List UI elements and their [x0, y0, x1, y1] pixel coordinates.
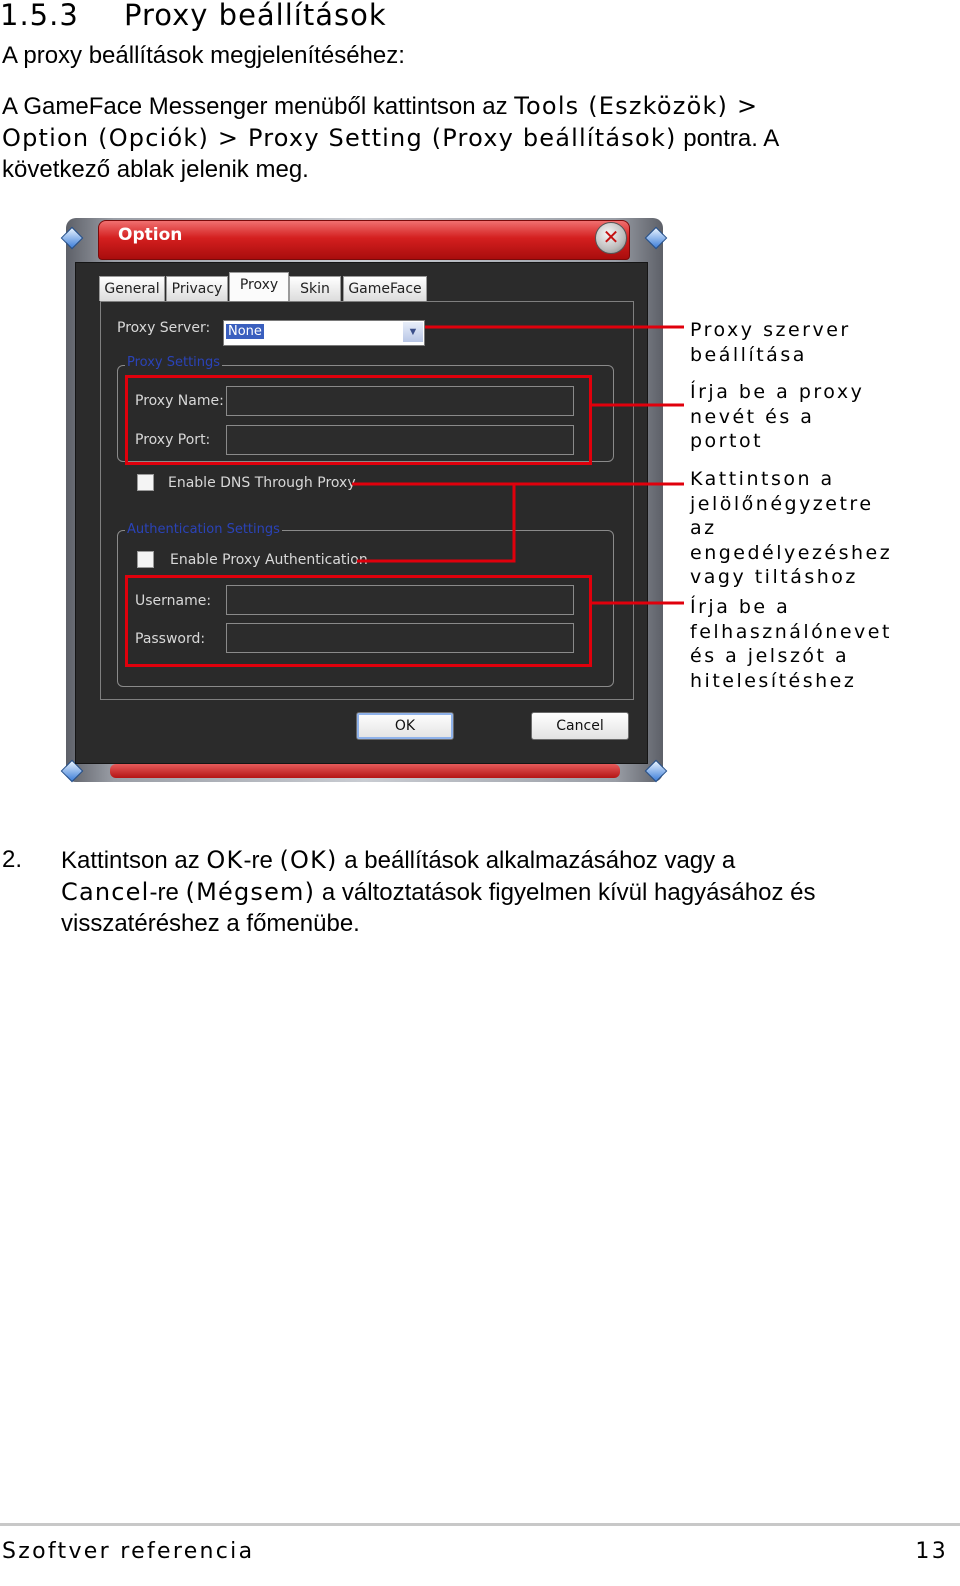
step1-menu-path-1: Tools (Eszközök) > [514, 92, 759, 120]
enable-dns-label: Enable DNS Through Proxy [168, 475, 356, 491]
intro-text: A proxy beállítások megjelenítéséhez: [2, 42, 405, 69]
step2-number: 2. [2, 846, 23, 873]
ok-button[interactable]: OK [356, 712, 454, 740]
section-number: 1.5.3 [0, 0, 79, 32]
cancel-button[interactable]: Cancel [531, 712, 629, 740]
enable-auth-label: Enable Proxy Authentication [170, 552, 368, 568]
callout-credentials [690, 595, 892, 693]
page-number: 13 [915, 1539, 948, 1564]
leader-line-checkbox-auth [357, 484, 514, 561]
step2-ok-term: OK [206, 846, 244, 874]
callout-line: Kattintson a [690, 468, 835, 490]
tab-privacy[interactable]: Privacy [166, 276, 228, 301]
callout-line: portot [690, 430, 764, 452]
step2-line2 [61, 876, 815, 909]
chevron-down-icon[interactable]: ▼ [403, 322, 423, 342]
step2-text: -re [149, 879, 186, 906]
callout-line: jelölőnégyzetre [690, 492, 874, 515]
step1-suffix: pontra. A [676, 125, 780, 152]
step1-menu-path-2: Option (Opciók) > Proxy Setting (Proxy beállítások) [2, 124, 677, 152]
username-label: Username: [135, 593, 212, 609]
step2-text: -re [243, 847, 280, 874]
step1-prefix: A GameFace Messenger menüből kattintson az [2, 93, 515, 120]
callout-line: Írja be a proxy [690, 381, 865, 403]
step2-line3: visszatéréshez a főmenübe. [61, 910, 360, 937]
callout-line: beállítása [690, 343, 807, 366]
footer-divider [0, 1523, 960, 1526]
step2-text: Kattintson az [61, 847, 207, 874]
footer-title: Szoftver referencia [2, 1539, 255, 1564]
tab-general[interactable]: General [99, 276, 165, 301]
callout-line: Írja be a [690, 596, 791, 618]
step2-text: a beállítások alkalmazásához vagy a [337, 847, 736, 874]
tab-skin[interactable]: Skin [289, 276, 341, 301]
callout-checkbox [690, 467, 892, 590]
auth-settings-group-label: Authentication Settings [127, 522, 280, 537]
close-icon[interactable]: ✕ [595, 222, 627, 254]
callout-proxy-name-port [690, 380, 864, 454]
callout-line: vagy tiltáshoz [690, 566, 858, 588]
proxy-port-label: Proxy Port: [135, 432, 211, 448]
proxy-settings-group-label: Proxy Settings [127, 355, 221, 370]
section-title: Proxy beállítások [124, 0, 387, 32]
callout-line: engedélyezéshez [690, 541, 893, 564]
proxy-server-value: None [228, 324, 262, 339]
proxy-server-label: Proxy Server: [117, 320, 211, 336]
step2-cancel-term-hu: (Mégsem) [185, 878, 316, 906]
proxy-name-label: Proxy Name: [135, 393, 224, 409]
step2-line1 [61, 844, 735, 877]
callout-line: Proxy szerver [690, 319, 851, 341]
step2-ok-term-hu: (OK) [279, 846, 338, 874]
callout-line: felhasználónevet [690, 620, 892, 643]
step1-line3: következő ablak jelenik meg. [2, 156, 309, 183]
dialog-title: Option [118, 225, 183, 245]
tab-gameface[interactable]: GameFace [343, 276, 427, 301]
password-label: Password: [135, 631, 206, 647]
callout-line: nevét és a [690, 405, 815, 428]
callout-line: az [690, 517, 717, 539]
callout-line: hitelesítéshez [690, 669, 857, 692]
tab-proxy[interactable]: Proxy [229, 272, 289, 303]
callout-proxy-server [690, 318, 851, 367]
step2-cancel-term: Cancel [61, 878, 150, 906]
callout-line: és a jelszót a [690, 645, 850, 667]
step2-text: a változtatások figyelmen kívül hagyásához és [315, 879, 816, 906]
